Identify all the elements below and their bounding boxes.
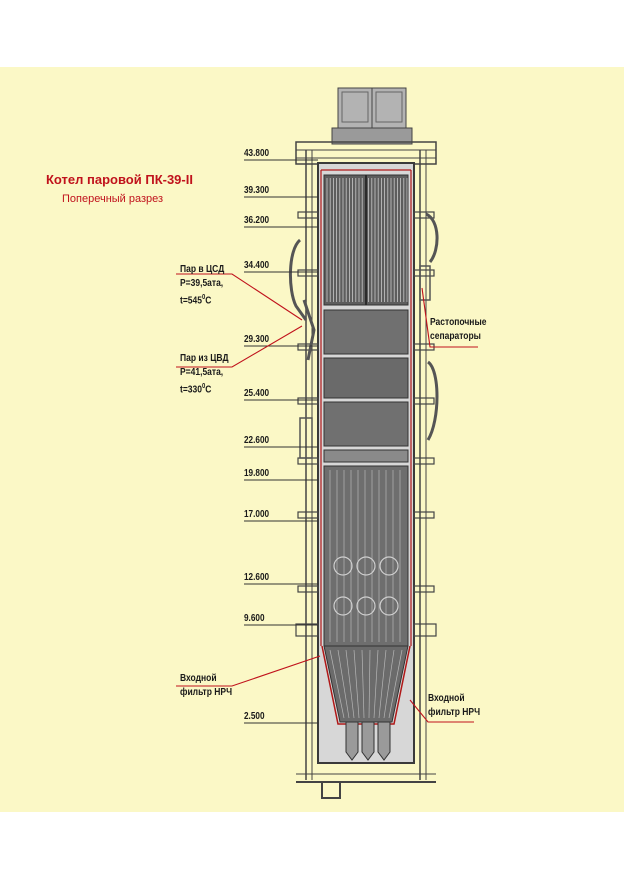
callout-line: Пар из ЦВД bbox=[180, 353, 229, 364]
callout-line: P=41,5ата, bbox=[180, 367, 224, 378]
callout-filter-left bbox=[180, 672, 232, 700]
elevation-label: 22.600 bbox=[244, 435, 270, 446]
callout-line: фильтр НРЧ bbox=[428, 707, 481, 718]
elevation-label: 17.000 bbox=[244, 509, 270, 520]
callout-line: фильтр НРЧ bbox=[180, 687, 233, 698]
callout-line: $t=330^0C$ bbox=[180, 383, 212, 396]
callout-line: сепараторы bbox=[430, 331, 481, 342]
callout-line: Входной bbox=[428, 693, 465, 704]
drawing-subtitle: Поперечный разрез bbox=[62, 193, 164, 205]
elevation-label: 29.300 bbox=[244, 334, 270, 345]
callout-line: Пар в ЦСД bbox=[180, 264, 225, 275]
elevation-label: 9.600 bbox=[244, 613, 265, 624]
elevation-label: 43.800 bbox=[244, 148, 270, 159]
elevation-label: 2.500 bbox=[244, 711, 265, 722]
callout-filter-right bbox=[428, 692, 480, 720]
drawing-title: Котел паровой ПК-39-II bbox=[46, 172, 193, 187]
elevation-label: 34.400 bbox=[244, 260, 270, 271]
elevation-label: 36.200 bbox=[244, 215, 270, 226]
callout-separators bbox=[430, 316, 486, 344]
callout-line: $t=545^0C$ bbox=[180, 294, 212, 307]
elevation-label: 25.400 bbox=[244, 388, 270, 399]
callout-line: P=39,5ата, bbox=[180, 278, 224, 289]
callout-line: Растопочные bbox=[430, 317, 487, 328]
elevation-label: 39.300 bbox=[244, 185, 270, 196]
callout-line: Входной bbox=[180, 673, 217, 684]
elevation-label: 19.800 bbox=[244, 468, 270, 479]
callout-steam-in bbox=[180, 263, 224, 308]
elevation-label: 12.600 bbox=[244, 572, 270, 583]
callout-steam-out bbox=[180, 352, 229, 397]
boiler-outline bbox=[290, 88, 437, 798]
